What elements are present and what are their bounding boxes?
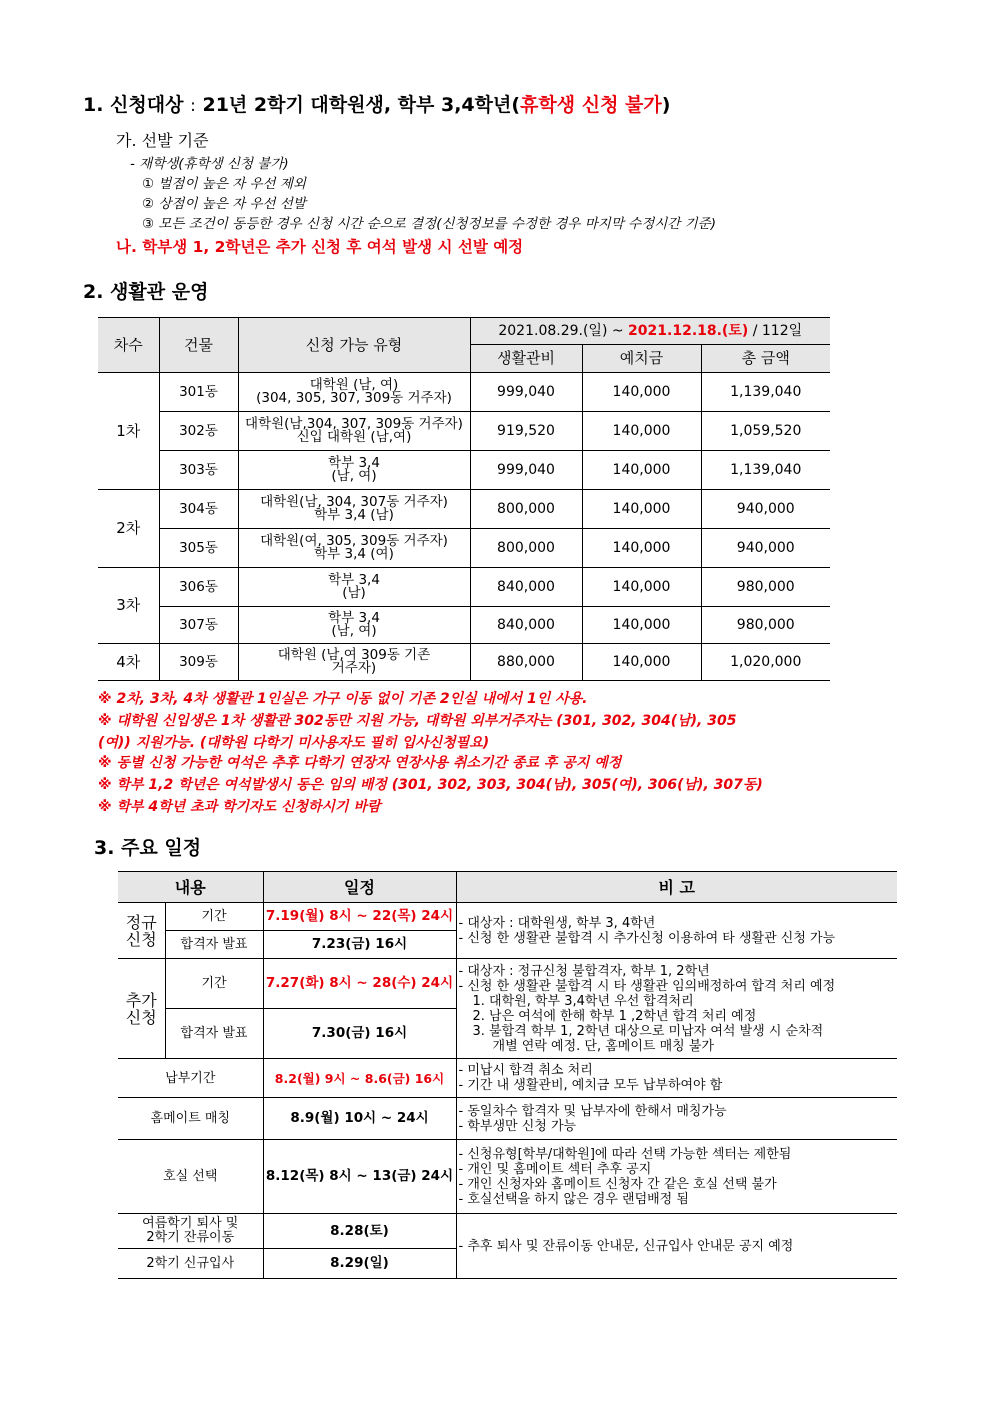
note-1: ※ 2차, 3차, 4차 생활관 1인실은 가구 이동 없이 기존 2인실 내에서 1인 사용. [98, 691, 588, 707]
round-4: 4차 [98, 644, 159, 681]
table-row [118, 1098, 897, 1140]
summer-label [118, 1214, 263, 1249]
building-cell: 303동 [159, 451, 238, 490]
note-line: - 대상자 : 대학원생, 학부 3, 4학년 [458, 915, 656, 931]
total-cell: 980,000 [701, 607, 830, 644]
header-fee: 생활관비 [470, 345, 582, 373]
title-sep: : [190, 96, 196, 116]
table-row [98, 451, 830, 490]
deposit-cell: 140,000 [582, 412, 701, 451]
type-line: 학부 3,4 [328, 610, 380, 626]
table-row [118, 1140, 897, 1214]
header-type: 신청 가능 유형 [238, 318, 470, 373]
table-row [98, 373, 830, 412]
type-cell [238, 607, 470, 644]
period-end: 2021.12.18.(토) [628, 322, 749, 339]
section1-title [83, 90, 670, 117]
table-row [98, 644, 830, 681]
criteria-line-2: ① 벌점이 높은 자 우선 제외 [142, 176, 306, 192]
label-line: 여름학기 퇴사 및 [142, 1216, 239, 1231]
type-cell [238, 412, 470, 451]
regular-group [118, 903, 165, 959]
header-total: 총 금액 [701, 345, 830, 373]
type-line: 대학원 (남, 여) [309, 377, 399, 393]
homemate-label: 홈메이트 매칭 [118, 1098, 263, 1140]
deposit-cell: 140,000 [582, 607, 701, 644]
dormitory-fee-table [98, 317, 830, 681]
type-line: 신입 대학원 (남,여) [296, 429, 412, 445]
fee-cell: 840,000 [470, 568, 582, 607]
homemate-notes [456, 1098, 897, 1140]
total-cell: 1,139,040 [701, 451, 830, 490]
note-2-cont: (여)) 지원가능. (대학원 다학기 미사용자도 필히 입사신청필요) [98, 735, 490, 751]
period-prefix: 2021.08.29.(일) ~ [498, 322, 629, 339]
summer-value: 8.28(토) [263, 1214, 456, 1249]
title-red: 휴학생 신청 불가 [520, 94, 662, 116]
type-cell [238, 451, 470, 490]
homemate-value: 8.9(월) 10시 ~ 24시 [263, 1098, 456, 1140]
table-row [118, 903, 897, 931]
type-line: (남, 여) [331, 623, 377, 639]
title-end: ) [661, 94, 671, 116]
final-notes: - 추후 퇴사 및 잔류이동 안내문, 신규입사 안내문 공지 예정 [456, 1214, 897, 1279]
payment-label: 납부기간 [118, 1059, 263, 1098]
schedule-table [118, 871, 897, 1279]
room-label: 호실 선택 [118, 1140, 263, 1214]
type-cell [238, 529, 470, 568]
round-2: 2차 [98, 490, 159, 568]
type-line: 대학원(남, 304, 307동 거주자) [260, 494, 448, 510]
section3-title: 3. 주요 일정 [94, 837, 202, 859]
group-line: 신청 [125, 1007, 157, 1027]
type-line: 학부 3,4 [328, 572, 380, 588]
fee-cell: 999,040 [470, 373, 582, 412]
type-line: 학부 3,4 [328, 455, 380, 471]
note-line: - 신청유형[학부/대학원]에 따라 선택 가능한 섹터는 제한됨 [458, 1146, 792, 1162]
total-cell: 980,000 [701, 568, 830, 607]
note-line: - 동일차수 합격자 및 납부자에 한해서 매칭가능 [458, 1103, 727, 1119]
header-note: 비 고 [456, 872, 897, 903]
section2-title: 2. 생활관 운영 [83, 281, 209, 303]
fee-cell: 800,000 [470, 529, 582, 568]
round-1: 1차 [98, 373, 159, 490]
regular-period-label: 기간 [165, 903, 263, 931]
checkin-value: 8.29(일) [263, 1249, 456, 1279]
building-cell: 309동 [159, 644, 238, 681]
additional-result-label: 합격자 발표 [165, 1009, 263, 1059]
note-line: - 신청 한 생활관 불합격 시 추가신청 이용하여 타 생활관 신청 가능 [458, 930, 836, 946]
room-value: 8.12(목) 8시 ~ 13(금) 24시 [263, 1140, 456, 1214]
label-line: 2학기 잔류이동 [146, 1230, 235, 1245]
additional-result-value: 7.30(금) 16시 [263, 1009, 456, 1059]
type-cell [238, 490, 470, 529]
building-cell: 306동 [159, 568, 238, 607]
title-main: 21년 2학기 대학원생, 학부 3,4학년( [202, 94, 521, 116]
type-line: 학부 3,4 (남) [314, 507, 394, 523]
deposit-cell: 140,000 [582, 568, 701, 607]
note-line: - 신청 한 생활관 불합격 시 타 생활관 임의배정하여 합격 처리 예정 [458, 978, 836, 994]
regular-notes [456, 903, 897, 959]
header-round: 차수 [98, 318, 159, 373]
type-line: 학부 3,4 (여) [314, 546, 394, 562]
deposit-cell: 140,000 [582, 373, 701, 412]
note-2: ※ 대학원 신입생은 1차 생활관 302동만 지원 가능, 대학원 외부거주자는 (301, 302, 304(남), 305 [98, 713, 737, 729]
fee-cell: 800,000 [470, 490, 582, 529]
total-cell: 1,020,000 [701, 644, 830, 681]
building-cell: 307동 [159, 607, 238, 644]
regular-result-label: 합격자 발표 [165, 931, 263, 959]
header-deposit: 예치금 [582, 345, 701, 373]
note-line: 2. 남은 여석에 한해 학부 1 ,2학년 합격 처리 예정 [472, 1008, 757, 1024]
note-5: ※ 학부 4학년 초과 학기자도 신청하시기 바람 [98, 799, 381, 815]
type-line: 대학원(여, 305, 309동 거주자) [260, 533, 448, 549]
note-4: ※ 학부 1,2 학년은 여석발생시 동은 임의 배정 (301, 302, 303, 304(남), 305(여), 306(남), 307동) [98, 777, 763, 793]
group-line: 신청 [125, 929, 157, 949]
note-line: - 학부생만 신청 가능 [458, 1118, 577, 1134]
fee-cell: 840,000 [470, 607, 582, 644]
additional-period-label: 기간 [165, 959, 263, 1009]
table-row [98, 412, 830, 451]
building-cell: 302동 [159, 412, 238, 451]
note-line: - 개인 및 홈메이트 섹터 추후 공지 [458, 1161, 652, 1177]
table-row [118, 1214, 897, 1249]
total-cell: 1,139,040 [701, 373, 830, 412]
undergrad-notice: 나. 학부생 1, 2학년은 추가 신청 후 여석 발생 시 선발 예정 [116, 238, 524, 256]
additional-period-value: 7.27(화) 8시 ~ 28(수) 24시 [263, 959, 456, 1009]
type-line: (304, 305, 307, 309동 거주자) [256, 390, 452, 406]
criteria-line-1: - 재학생(휴학생 신청 불가) [130, 156, 289, 172]
note-line: - 호실선택을 하지 않은 경우 랜덤배정 됨 [458, 1191, 689, 1207]
building-cell: 305동 [159, 529, 238, 568]
period-suffix: / 112일 [748, 322, 803, 339]
header-building: 건물 [159, 318, 238, 373]
table-row [118, 1059, 897, 1098]
type-line: 대학원 (남,여 309동 기존 [277, 647, 431, 663]
building-cell: 301동 [159, 373, 238, 412]
header-schedule: 일정 [263, 872, 456, 903]
note-line: - 미납시 합격 취소 처리 [458, 1063, 593, 1078]
title-prefix: 1. 신청대상 [83, 94, 184, 116]
table-row [98, 607, 830, 644]
criteria-line-4: ③ 모든 조건이 동등한 경우 신청 시간 순으로 결정(신청정보를 수정한 경우 마지막 수정시간 기준) [142, 216, 716, 232]
note-line: - 대상자 : 정규신청 불합격자, 학부 1, 2학년 [458, 963, 710, 979]
note-3: ※ 동별 신청 가능한 여석은 추후 다학기 연장자 연장사용 취소기간 종료 후 공지 예정 [98, 755, 622, 771]
type-cell [238, 373, 470, 412]
note-line: 1. 대학원, 학부 3,4학년 우선 합격처리 [472, 993, 694, 1009]
deposit-cell: 140,000 [582, 529, 701, 568]
building-cell: 304동 [159, 490, 238, 529]
round-3: 3차 [98, 568, 159, 644]
room-notes [456, 1140, 897, 1214]
note-line: 3. 불합격 학부 1, 2학년 대상으로 미납자 여석 발생 시 순차적 [472, 1023, 824, 1039]
type-line: (남, 여) [331, 468, 377, 484]
group-line: 정규 [125, 912, 157, 932]
additional-notes [456, 959, 897, 1059]
table-row [98, 490, 830, 529]
fee-cell: 999,040 [470, 451, 582, 490]
table-row [98, 529, 830, 568]
selection-criteria-heading: 가. 선발 기준 [116, 131, 209, 150]
note-line: - 개인 신청자와 홈메이트 신청자 간 같은 호실 선택 불가 [458, 1176, 777, 1192]
total-cell: 1,059,520 [701, 412, 830, 451]
table-row [118, 959, 897, 1009]
additional-group [118, 959, 165, 1059]
payment-notes [456, 1059, 897, 1098]
note-line: 개별 연락 예정. 단, 홈메이트 매칭 불가 [492, 1038, 714, 1054]
deposit-cell: 140,000 [582, 644, 701, 681]
regular-period-value: 7.19(월) 8시 ~ 22(목) 24시 [263, 903, 456, 931]
header-content: 내용 [118, 872, 263, 903]
total-cell: 940,000 [701, 529, 830, 568]
type-line: 거주자) [331, 660, 377, 676]
regular-result-value: 7.23(금) 16시 [263, 931, 456, 959]
fee-cell: 880,000 [470, 644, 582, 681]
payment-value: 8.2(월) 9시 ~ 8.6(금) 16시 [263, 1059, 456, 1098]
type-cell [238, 644, 470, 681]
deposit-cell: 140,000 [582, 451, 701, 490]
table-row [98, 568, 830, 607]
note-line: - 기간 내 생활관비, 예치금 모두 납부하여야 함 [458, 1078, 723, 1093]
type-line: (남) [342, 585, 366, 601]
fee-cell: 919,520 [470, 412, 582, 451]
header-period [470, 318, 830, 345]
deposit-cell: 140,000 [582, 490, 701, 529]
criteria-line-3: ② 상점이 높은 자 우선 선발 [142, 196, 306, 212]
checkin-label: 2학기 신규입사 [118, 1249, 263, 1279]
type-cell [238, 568, 470, 607]
group-line: 추가 [125, 990, 157, 1010]
type-line: 대학원(남,304, 307, 309동 거주자) [245, 416, 463, 432]
total-cell: 940,000 [701, 490, 830, 529]
